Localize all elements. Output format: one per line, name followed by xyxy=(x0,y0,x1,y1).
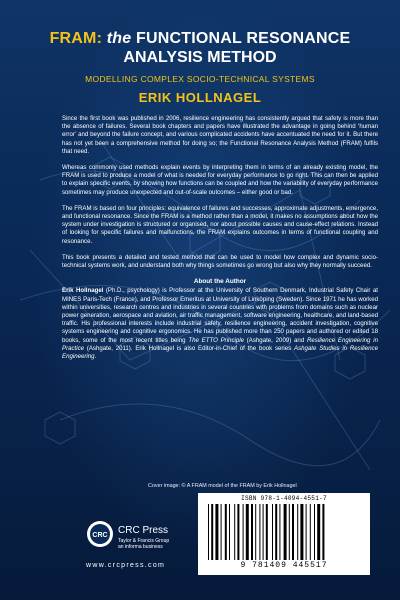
book-title-rep: Resilience Engineering in Practice xyxy=(62,336,378,352)
book-title-etto: The ETTO Principle xyxy=(188,336,244,344)
book-title-line1 xyxy=(0,30,400,48)
author-name: Erik Hollnagel xyxy=(62,287,104,295)
publisher-tagline: an informa business xyxy=(118,544,163,550)
about-text-a: (Ph.D., psychology) is Professor at the University of Southern Denmark, Industrial Safety Chair at MINES Paris-Tech (France), and Professor Emeritus at University of Linköping (Sweden). Since 1971 he has worked within universities, research centres and industries in several countries with problems from domains such as nuclear power generation, aerospace and aviation, air traffic management, software engineering, healthcare, and land-based traffic. His professional interests include industrial safety, resilience engineering, accident investigation, cognitive systems engineering and cognitive ergonomics. He has published more than 250 papers and authored or edited 18 books, some of the most recent titles being xyxy=(62,287,378,344)
about-text-c: (Ashgate, 2011). Erik Hollnagel is also Editor-in-Chief of the book series xyxy=(84,344,295,352)
book-author: ERIK HOLLNAGEL xyxy=(138,90,262,105)
crc-logo-icon xyxy=(86,520,114,548)
barcode-icon xyxy=(206,504,362,560)
about-text-b: (Ashgate, 2009) and xyxy=(243,336,308,344)
title-fram: FRAM xyxy=(49,30,97,47)
title-block xyxy=(0,30,400,105)
isbn-number: ISBN 978-1-4094-4551-7 xyxy=(241,495,327,502)
about-text-d: . xyxy=(94,353,97,361)
paragraph-1: Since the first book was published in 2006, resilience engineering has consistently argued that safety is more than the absence of failures. Several book chapters and papers have illustrated the advantage in going behind ‘human error’ and beyond the failure concept, and various complicated accidents have accentuated the need for it. But there has not yet been a comprehensive method for doing so; the Functional Resonance Analysis Method (FRAM) fulfils that need. xyxy=(62,115,378,155)
book-subtitle: MODELLING COMPLEX SOCIO-TECHNICAL SYSTEMS xyxy=(85,74,315,84)
cover-image-credit: Cover image: © A FRAM model of the FRAM by Erik Hollnagel xyxy=(148,483,297,489)
paragraph-3: The FRAM is based on four principles: equivalence of failures and successes, approximate adjustments, emergence, and functional resonance. Since the FRAM is a method rather than a model, it makes no assumptions about how the system under investigation is structured or organised, nor about possible causes and cause-effect relations. Instead of looking for specific failures and malfunctions, the FRAM explains outcomes in terms of functional coupling and resonance. xyxy=(62,204,378,245)
book-title-line2: ANALYSIS METHOD xyxy=(123,49,277,66)
book-series-title: Ashgate Studies in Resilience Engineering xyxy=(62,344,378,361)
publisher-url[interactable]: www.crcpress.com xyxy=(86,562,166,569)
back-cover-text xyxy=(62,115,378,361)
title-rest: FUNCTIONAL RESONANCE xyxy=(136,30,351,47)
about-author-heading: About the Author xyxy=(193,278,247,286)
about-author-text xyxy=(62,287,378,361)
title-colon: : xyxy=(96,30,103,47)
publisher-name: CRC Press xyxy=(118,525,169,536)
barcode-digits: 9 781409 445517 xyxy=(240,561,328,570)
publisher-group: Taylor & Francis Group xyxy=(118,538,170,544)
isbn-barcode xyxy=(198,493,370,575)
crc-logo-text: CRC xyxy=(92,532,108,539)
publisher-block xyxy=(86,510,196,580)
title-the: the xyxy=(106,30,132,47)
paragraph-4: This book presents a detailed and tested method that can be used to model how complex and dynamic socio-technical systems work, and understand both why things sometimes go wrong but also why they normally succeed. xyxy=(62,253,378,270)
paragraph-2: Whereas commonly used methods explain events by interpreting them in terms of an already existing model, the FRAM is used to produce a model of what is needed for everyday performance to go right. This can then be applied to explain specific events, by showing how functions can be coupled and how the variability of everyday performance sometimes may produce unexpected and out-of-scale outcomes – either good or bad. xyxy=(62,164,378,196)
